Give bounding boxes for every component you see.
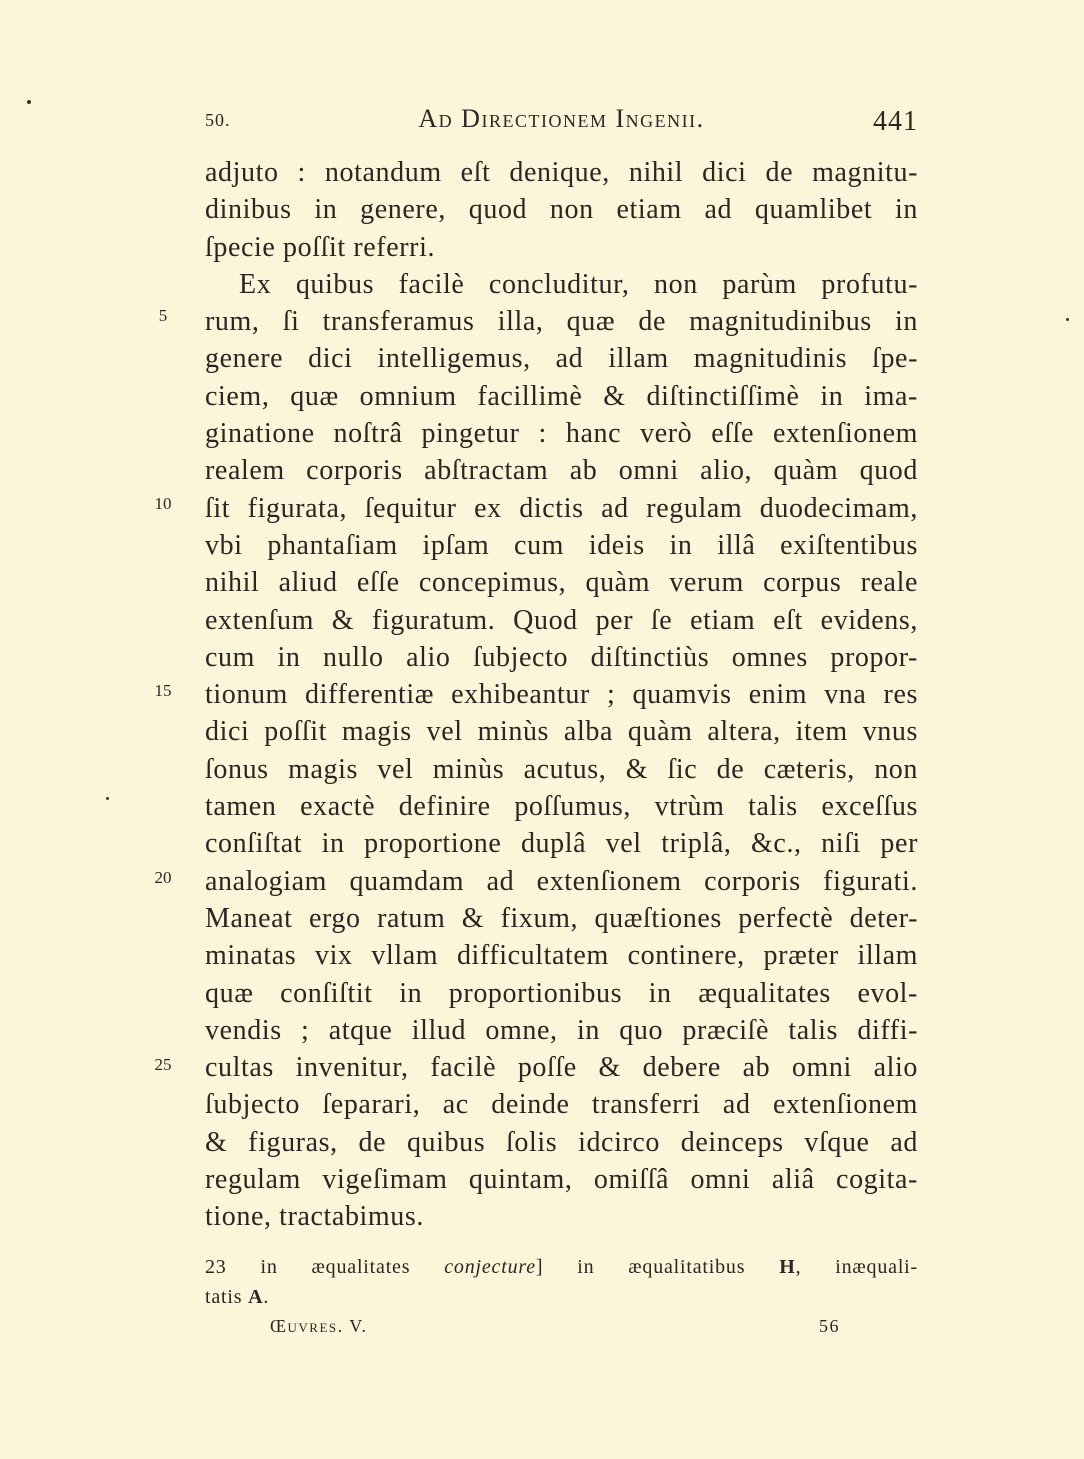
- footnote-conjecture: conjecture: [444, 1256, 536, 1278]
- line-number-25: 25: [154, 1055, 172, 1074]
- footnote-line-2: [205, 1282, 918, 1312]
- text-line: ciem, quæ omnium facillimè & diſtinctiſſimè in ima-: [205, 380, 918, 412]
- footnote-line-1: [205, 1252, 918, 1282]
- text-line: ſonus magis vel minùs acutus, & ſic de cæteris, non: [205, 753, 918, 785]
- text-line: adjuto : notandum eſt denique, nihil dici de magnitu-: [205, 157, 918, 188]
- text-line: & figuras, de quibus ſolis idcirco deinceps vſque ad: [205, 1126, 918, 1158]
- text-line: tamen exactè definire poſſumus, vtrùm talis exceſſus: [205, 791, 918, 823]
- running-title: Ad Directionem Ingenii.: [418, 104, 705, 133]
- text-line: ginatione noſtrâ pingetur : hanc verò eſſe extenſionem: [205, 418, 918, 450]
- ink-speck: [1066, 318, 1069, 321]
- text-line: tionum differentiæ exhibeantur ; quamvis enim vna res: [205, 679, 918, 711]
- page-header: [205, 104, 918, 144]
- signature-mark: Œuvres. V.: [270, 1316, 368, 1336]
- footnote-variant: ] in æqualitatibus: [535, 1256, 746, 1278]
- text-line: vendis ; atque illud omne, in quo præciſè talis diffi-: [205, 1014, 918, 1046]
- footnote-period: .: [263, 1286, 270, 1308]
- text-line: ſit figurata, ſequitur ex dictis ad regulam duodecimam,: [205, 492, 918, 524]
- text-line: vbi phantaſiam ipſam cum ideis in illâ exiſtentibus: [205, 529, 918, 561]
- footnote-lemma: in æqualitates: [260, 1256, 411, 1278]
- line-number-10: 10: [154, 494, 172, 513]
- text-line: analogiam quamdam ad extenſionem corporis figurati.: [205, 865, 918, 897]
- text-line: minatas vix vllam difficultatem continere, præter illam: [205, 940, 918, 972]
- body-text: [205, 154, 918, 1236]
- text-line: quæ conſiſtit in proportionibus in æqualitates evol-: [205, 977, 918, 1009]
- ink-speck: [106, 797, 109, 800]
- text-line: dinibus in genere, quod non etiam ad quamlibet in: [205, 194, 918, 226]
- text-line: ſpecie poſſit referri.: [205, 231, 436, 263]
- text-line: extenſum & figuratum. Quod per ſe etiam eſt evidens,: [205, 604, 918, 636]
- text-line: ſubjecto ſeparari, ac deinde transferri ad extenſionem: [205, 1089, 918, 1121]
- text-line: dici poſſit magis vel minùs alba quàm altera, item vnus: [205, 716, 918, 748]
- text-line: nihil aliud eſſe concepimus, quàm verum corpus reale: [205, 567, 918, 599]
- text-line: regulam vigeſimam quintam, omiſſâ omni aliâ cogita-: [205, 1164, 918, 1196]
- text-line: realem corporis abſtractam ab omni alio, quàm quod: [205, 455, 918, 487]
- text-line: Maneat ergo ratum & fixum, quæſtiones perfectè deter-: [205, 902, 918, 934]
- footnote-siglum-a: A: [248, 1286, 264, 1308]
- footnote-siglum-h: H: [779, 1256, 796, 1278]
- footnote-variant-2: , inæquali-: [795, 1256, 919, 1278]
- ink-speck: [27, 100, 31, 104]
- text-line: cultas invenitur, facilè poſſe & debere ab omni alio: [205, 1052, 918, 1084]
- text-line: cum in nullo alio ſubjecto diſtinctiùs omnes propor-: [205, 641, 918, 673]
- text-line: conſiſtat in proportione duplâ vel triplâ, &c., niſi per: [205, 828, 918, 860]
- footnote: [205, 1252, 918, 1312]
- section-number: 50.: [205, 110, 231, 130]
- page-number: 441: [873, 106, 918, 137]
- text-line: genere dici intelligemus, ad illam magnitudinis ſpe-: [205, 343, 918, 375]
- line-number-5: 5: [158, 306, 168, 325]
- text-line: tione, tractabimus.: [205, 1201, 425, 1233]
- line-number-15: 15: [154, 681, 172, 700]
- line-number-20: 20: [154, 868, 172, 887]
- sheet-number: 56: [819, 1316, 840, 1336]
- footnote-line-ref: 23: [205, 1256, 227, 1278]
- footnote-variant-3: tatis: [205, 1286, 243, 1308]
- text-line: rum, ſi transferamus illa, quæ de magnitudinibus in: [205, 306, 918, 338]
- text-line: Ex quibus facilè concluditur, non parùm profutu-: [239, 268, 918, 300]
